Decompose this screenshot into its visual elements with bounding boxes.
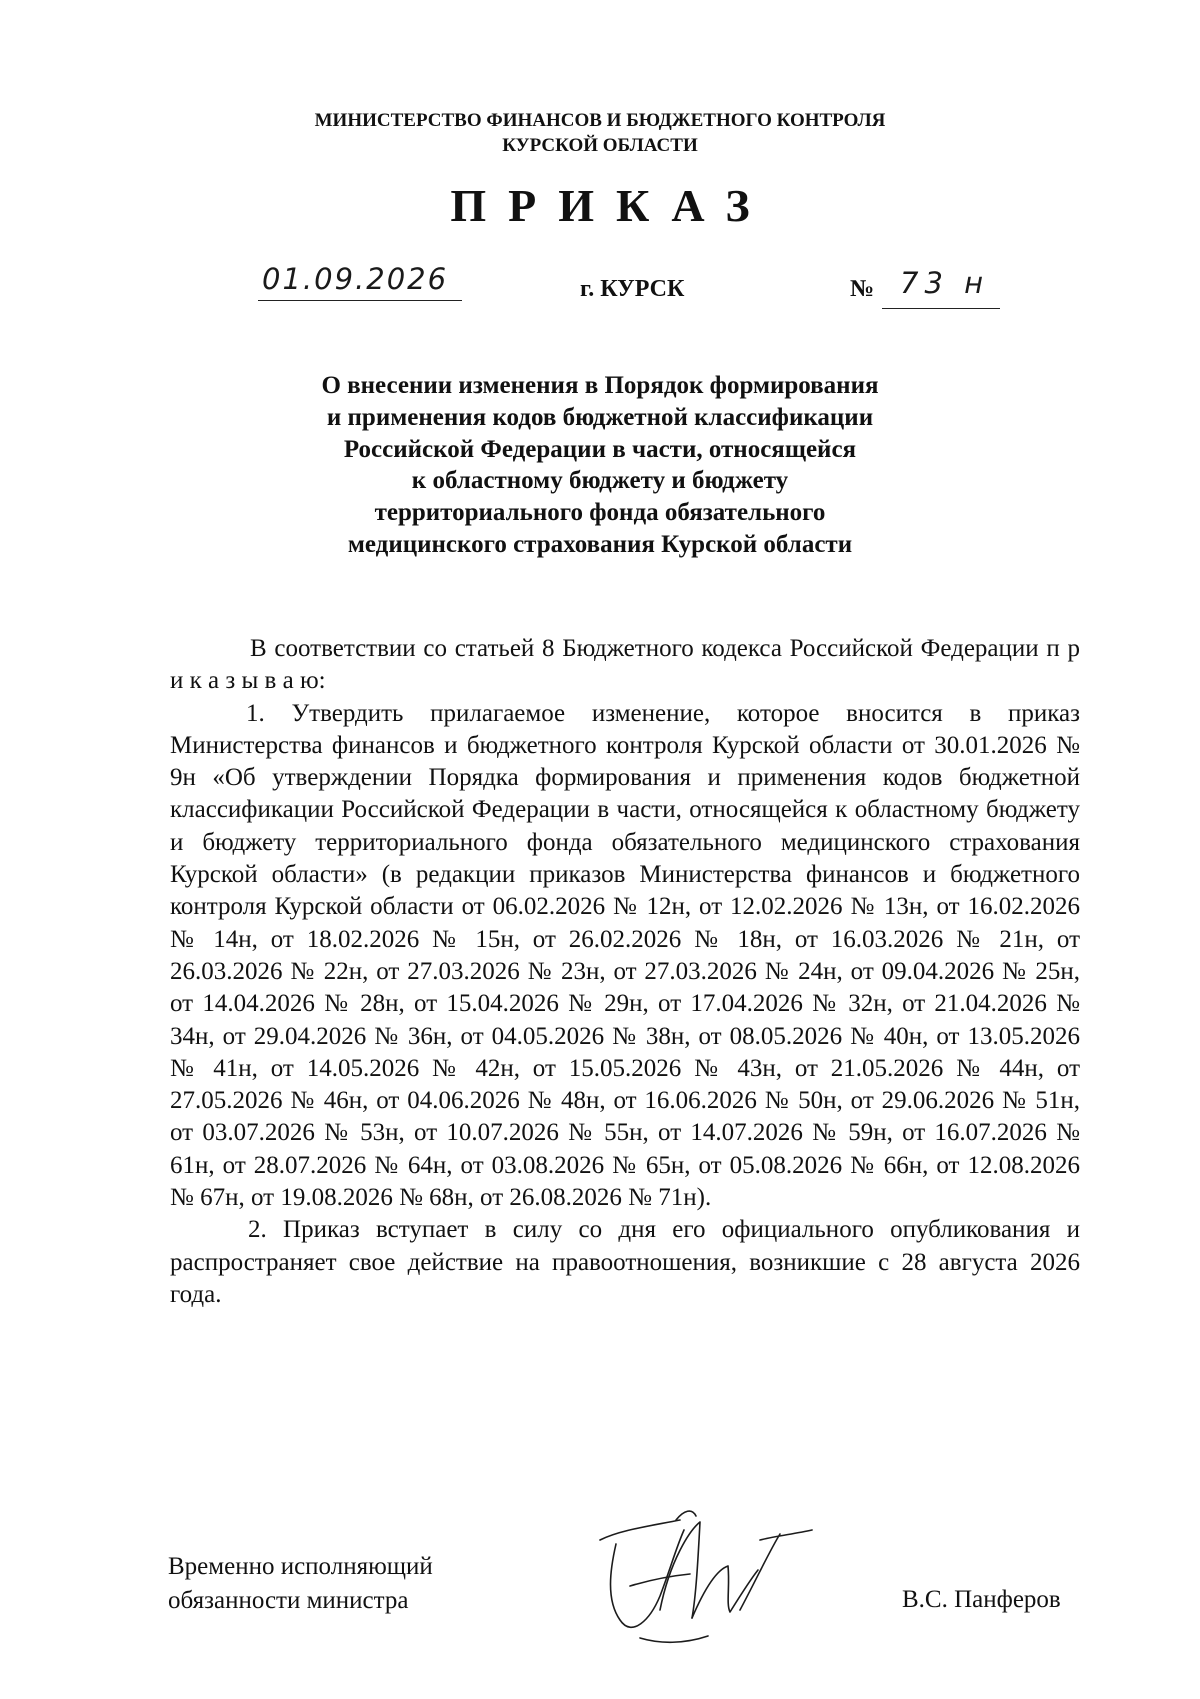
position-line-2: обязанности министра (168, 1587, 409, 1614)
item-2-paragraph: 2. Приказ вступает в силу со дня его официального опубликования и распространяет свое действие на правоотношения, возникшие с 28 августа 2026 года. (170, 1216, 1080, 1308)
organization-name (0, 108, 1200, 158)
number-underline (882, 308, 1000, 310)
signatory-name: В.С. Панферов (902, 1586, 1061, 1613)
subject-line: территориального фонда обязательного (374, 499, 826, 527)
preamble-paragraph: В соответствии со статьей 8 Бюджетного кодекса Российской Федерации п р и к а з ы в а ю: (170, 635, 1080, 695)
subject-line: Российской Федерации в части, относящейся (343, 435, 857, 463)
organization-line-2: КУРСКОЙ ОБЛАСТИ (502, 135, 698, 156)
signatory-position (168, 1550, 433, 1618)
city-label: г. КУРСК (580, 276, 685, 302)
subject-line: к областному бюджету и бюджету (411, 467, 789, 495)
subject-line: медицинского страхования Курской области (347, 530, 853, 558)
item-1-paragraph: 1. Утвердить прилагаемое изменение, которое вносится в приказ Министерства финансов и бюджетного контроля Курской области от 30.01.2026 № 9н «Об утверждении Порядка формирования и применения кодов бюджетной классификации Российской Федерации в части, относящейся к областному бюджету и бюджету территориального фонда обязательного медицинского страхования Курской области» (в редакции приказов Министерства финансов и бюджетного контроля Курской области от 06.02.2026 № 12н, от 12.02.2026 № 13н, от 16.02.2026 № 14н, от 18.02.2026 № 15н, от 26.02.2026 № 18н, от 16.03.2026 № 21н, от 26.03.2026 № 22н, от 27.03.2026 № 23н, от 27.03.2026 № 24н, от 09.04.2026 № 25н, от 14.04.2026 № 28н, от 15.04.2026 № 29н, от 17.04.2026 № 32н, от 21.04.2026 № 34н, от 29.04.2026 № 36н, от 04.05.2026 № 38н, от 08.05.2026 № 40н, от 13.05.2026 № 41н, от 14.05.2026 № 42н, от 15.05.2026 № 43н, от 21.05.2026 № 44н, от 27.05.2026 № 46н, от 04.06.2026 № 48н, от 16.06.2026 № 50н, от 29.06.2026 № 51н, от 03.07.2026 № 53н, от 10.07.2026 № 55н, от 14.07.2026 № 59н, от 16.07.2026 № 61н, от 28.07.2026 № 64н, от 03.08.2026 № 65н, от 05.08.2026 № 66н, от 12.08.2026 № 67н, от 19.08.2026 № 68н, от 26.08.2026 № 71н). (170, 699, 1080, 1212)
order-subject (0, 370, 1200, 561)
organization-line-1: МИНИСТЕРСТВО ФИНАНСОВ И БЮДЖЕТНОГО КОНТРОЛЯ (314, 110, 886, 131)
subject-line: О внесении изменения в Порядок формирования (321, 372, 879, 399)
document-type-title: ПРИКАЗ (450, 180, 772, 231)
handwritten-date: 01.09.2026 (262, 262, 449, 296)
handwritten-number: 73 н (900, 266, 990, 300)
date-underline (258, 300, 462, 302)
subject-line: и применения кодов бюджетной классификации (326, 403, 874, 431)
number-sign: № (850, 276, 875, 302)
order-body (170, 633, 1080, 1311)
position-line-1: Временно исполняющий (168, 1553, 433, 1580)
handwritten-signature (580, 1500, 820, 1670)
